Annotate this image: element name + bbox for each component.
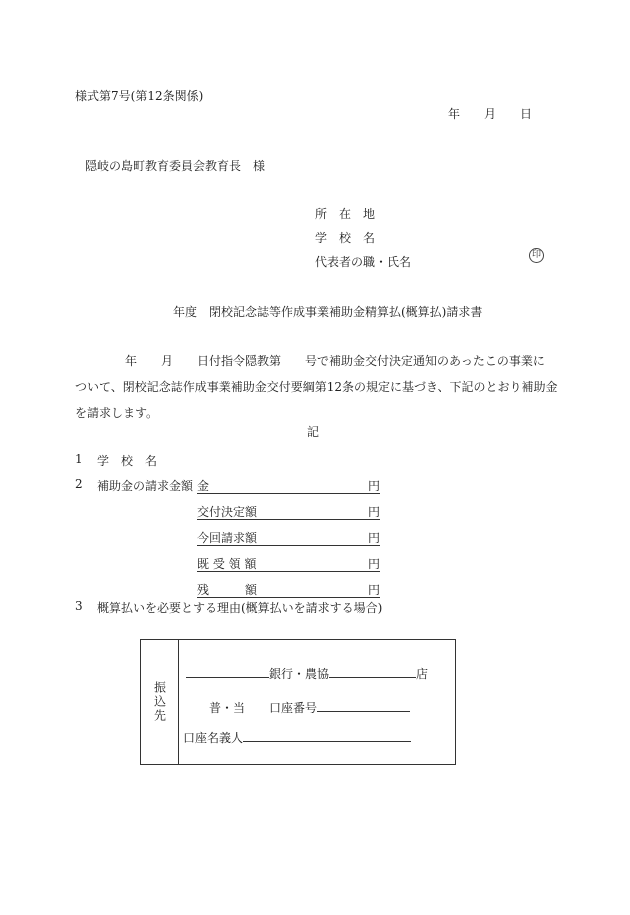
- amount-row-received: [197, 555, 380, 572]
- form-number: 様式第7号(第12条関係): [75, 89, 204, 103]
- holder-line: [183, 728, 411, 746]
- amount-row-current: [197, 529, 380, 546]
- bank-name-fill-line: [186, 664, 269, 678]
- item1-number: 1: [75, 452, 83, 466]
- body-paragraph-line3: を請求します。: [75, 406, 159, 420]
- body-paragraph-line2: ついて、閉校記念誌作成事業補助金交付要綱第12条の規定に基づき、下記のとおり補助金: [75, 380, 558, 394]
- amount-row-decided: [197, 503, 380, 520]
- item2-number: 2: [75, 477, 83, 491]
- account-line: [209, 698, 410, 716]
- amount-label: 金: [197, 479, 210, 493]
- item3-number: 3: [75, 599, 83, 613]
- school-name-label: 学 校 名: [315, 231, 376, 245]
- document-title: 年度 閉校記念誌等作成事業補助金精算払(概算払)請求書: [173, 305, 483, 319]
- amount-unit: 円: [367, 479, 380, 493]
- transfer-header-cell: [141, 640, 179, 764]
- bank-label: 銀行・農協: [269, 667, 330, 681]
- amount-unit: 円: [367, 583, 380, 597]
- amount-row-request: [197, 477, 380, 494]
- body-paragraph-line1: 年 月 日付指令隠教第 号で補助金交付決定通知のあったこの事業に: [125, 354, 545, 368]
- address-label: 所 在 地: [315, 207, 376, 221]
- amount-label: 既 受 領 額: [197, 557, 257, 571]
- holder-label: 口座名義人: [183, 731, 244, 745]
- amount-row-balance: [197, 581, 380, 598]
- transfer-table: [140, 639, 456, 765]
- addressee: 隠岐の島町教育委員会教育長 様: [85, 159, 266, 173]
- item2-label: 補助金の請求金額: [97, 479, 194, 493]
- seal-stamp: 印: [529, 248, 544, 263]
- amount-unit: 円: [367, 505, 380, 519]
- amount-label: 交付決定額: [197, 505, 258, 519]
- transfer-header-label: 振込先: [152, 681, 167, 723]
- item3-label: 概算払いを必要とする理由(概算払いを請求する場合): [97, 601, 383, 615]
- bank-line: [186, 664, 428, 682]
- amount-unit: 円: [367, 557, 380, 571]
- amount-label: 今回請求額: [197, 531, 258, 545]
- amount-unit: 円: [367, 531, 380, 545]
- branch-label: 店: [416, 667, 429, 681]
- holder-fill-line: [243, 728, 411, 742]
- account-type-label: 普・当: [209, 701, 246, 715]
- account-number-fill-line: [317, 698, 410, 712]
- amount-label: 残 額: [197, 583, 258, 597]
- item1-label: 学 校 名: [97, 454, 158, 468]
- date-line: 年 月 日: [448, 107, 533, 121]
- branch-name-fill-line: [329, 664, 416, 678]
- ki-heading: 記: [307, 425, 320, 439]
- representative-label: 代表者の職・氏名: [315, 255, 412, 269]
- account-number-label: 口座番号: [269, 701, 318, 715]
